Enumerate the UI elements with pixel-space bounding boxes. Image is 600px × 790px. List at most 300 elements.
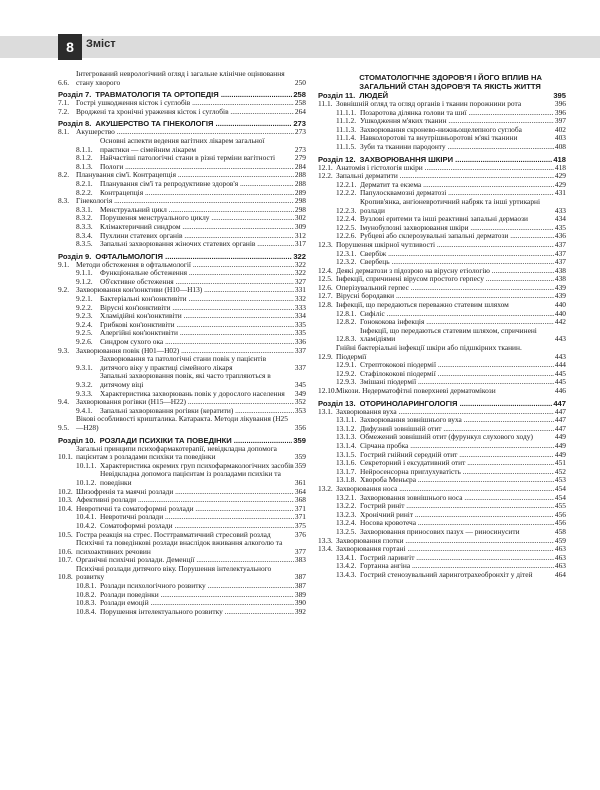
toc-entry-title: Зуби та тканини пародонту ..... <box>360 143 554 152</box>
toc-entry <box>318 258 566 267</box>
toc-entry <box>318 198 566 215</box>
toc-entry-title: Розлади психологічного розвитку ..... <box>100 582 294 591</box>
toc-entry <box>58 338 306 347</box>
toc-entry-title: Порушення інтелектуального розвитку ..... <box>100 608 294 617</box>
toc-entry-page: 447 <box>554 423 566 433</box>
toc-entry-title: Папулосквамозні дерматозі ..... <box>360 189 554 198</box>
toc-entry-page: 359 <box>294 452 306 462</box>
toc-entry <box>58 137 306 154</box>
toc-entry-page: 437 <box>554 239 566 249</box>
toc-entry-page: 289 <box>294 187 306 197</box>
toc-entry-title: Пологи ..... <box>100 163 294 172</box>
toc-entry-number: 13.1.6. <box>336 458 357 468</box>
toc-entry-title: Мікози. Недерматофітні поверхневі дерматомікози <box>336 386 496 395</box>
toc-entry-number: 12.8.2. <box>336 317 357 327</box>
toc-entry-page: 336 <box>294 337 306 347</box>
toc-entry-page: 437 <box>554 248 566 258</box>
toc-entry-number: 12.9.1. <box>336 360 357 370</box>
toc-entry-page: 396 <box>554 107 566 117</box>
toc-entry-title: Грибкові кон'юнктивіти ..... <box>100 321 294 330</box>
toc-entry-page: 375 <box>294 520 306 530</box>
toc-entry-title: Стафілококові піодермії ..... <box>360 370 554 379</box>
toc-entry-title: Органічні психічні розлади. Деменції ..... <box>76 556 294 565</box>
toc-entry-page: 439 <box>554 282 566 292</box>
toc-entry-page: 434 <box>554 214 566 224</box>
toc-entry-page: 397 <box>554 116 566 126</box>
toc-entry-number: 9.1. <box>58 259 70 269</box>
toc-chapter-entry <box>318 73 566 100</box>
toc-entry-title: Методи обстеження в офтальмології ..... <box>76 261 294 270</box>
toc-entry-page: 349 <box>294 388 306 398</box>
toc-entry-title: Навколоротові та внутрішньоротові м'які тканини <box>360 133 518 143</box>
toc-entry-title: Афективні розлади ..... <box>76 496 294 505</box>
toc-entry-title: ОТОРИНОЛАРИНГОЛОГІЯ ..... <box>360 399 553 408</box>
toc-entry-number: 13.1.5. <box>336 449 357 459</box>
toc-entry-title: Соматоформні розлади ..... <box>100 522 294 531</box>
toc-entry-number: 10.8.3. <box>76 598 97 608</box>
toc-entry-page: 396 <box>554 99 566 108</box>
toc-entry <box>318 232 566 241</box>
toc-entry-number: 12.3. <box>318 239 333 249</box>
toc-entry-page: 383 <box>294 555 306 565</box>
toc-entry <box>58 108 306 117</box>
toc-entry-title: Гострий гнійний середній отит ..... <box>360 451 554 460</box>
toc-entry-page: 449 <box>554 432 566 442</box>
toc-entry-title: Об'єктивне обстеження ..... <box>100 278 294 287</box>
toc-entry <box>58 286 306 295</box>
toc-entry-title: Планування сім'ї та репродуктивне здоров'я ..... <box>100 180 294 189</box>
toc-entry-title: Контрацепція ..... <box>100 189 294 198</box>
toc-entry-title: Захворювання гортані ..... <box>336 545 554 554</box>
toc-entry-title: ТРАВМАТОЛОГІЯ ТА ОРТОПЕДІЯ ..... <box>95 90 292 99</box>
toc-entry-number: 12.7. <box>318 291 333 301</box>
toc-entry-number: 12.2.6. <box>336 231 357 241</box>
toc-entry-number: 9.3. <box>58 345 70 355</box>
toc-entry <box>318 164 566 173</box>
toc-entry-title: Характеристика окремих груп психофармакологічних засобів <box>100 460 294 470</box>
toc-entry-number: 13.2.3. <box>336 509 357 519</box>
toc-entry-title: Планування сім'ї. Контрацепція ..... <box>76 171 294 180</box>
toc-entry-page: 444 <box>554 360 566 370</box>
toc-entry-title: Порушення менструального циклу ..... <box>100 214 294 223</box>
toc-entry-page: 443 <box>554 351 566 361</box>
toc-entry-number: 9.4. <box>58 397 70 407</box>
toc-entry-number: 13.4.2. <box>336 561 357 571</box>
toc-entry-page: 446 <box>554 386 566 395</box>
toc-entry-title: Загальні принципи психофармакотерапії, невідкладна допомога пацієнтам з розладами психіки та поведінки <box>76 443 277 462</box>
toc-entry-number: 8.3.5. <box>76 239 93 249</box>
toc-entry-number: 13.2.1. <box>336 492 357 502</box>
toc-entry-number: 10.8.1. <box>76 581 97 591</box>
toc-entry-title: Характеристика захворювань повік у дорослого населення <box>100 388 285 398</box>
toc-entry <box>58 488 306 497</box>
toc-entry-number: Розділ 10. <box>58 435 96 445</box>
toc-entry-page: 438 <box>554 274 566 284</box>
toc-entry-number: 13.3. <box>318 535 333 545</box>
toc-entry-number: 9.3.2. <box>76 380 93 389</box>
toc-entry <box>318 528 566 537</box>
toc-entry-number: 12.8.3. <box>336 334 357 344</box>
toc-entry-number: 9.2.4. <box>76 319 93 329</box>
toc-entry-title: Захворювання вуха ..... <box>336 408 554 417</box>
toc-entry-title: Інфекції, спричинені вірусом простого герпесу ..... <box>336 275 554 284</box>
toc-entry-number: 12.2.2. <box>336 188 357 198</box>
toc-entry-page: 452 <box>554 466 566 476</box>
toc-entry-page: 395 <box>553 91 566 100</box>
toc-entry-title: Гортанна ангіна ..... <box>360 562 554 571</box>
toc-entry-number: 9.2.3. <box>76 311 93 321</box>
toc-entry-number: 13.2.2. <box>336 501 357 511</box>
toc-entry-title: Ушкодження м'яких тканин ..... <box>360 117 554 126</box>
toc-entry-number: 13.1.7. <box>336 466 357 476</box>
toc-entry-number: 9.5. <box>58 422 70 432</box>
toc-chapter-entry <box>58 252 306 261</box>
toc-entry-number: 12.8.1. <box>336 308 357 318</box>
toc-entry <box>58 565 306 582</box>
toc-entry-page: 431 <box>554 188 566 198</box>
toc-entry-page: 361 <box>294 477 306 487</box>
toc-entry-page: 368 <box>294 495 306 505</box>
toc-entry-number: 9.3.3. <box>76 388 93 398</box>
toc-entry-title: Гінекологія ..... <box>76 197 294 206</box>
toc-entry <box>58 206 306 215</box>
toc-entry-number: 8.1.1. <box>76 144 93 154</box>
toc-entry-number: 10.8. <box>58 572 73 582</box>
toc-entry-number: 8.2. <box>58 170 70 180</box>
toc-entry <box>58 496 306 505</box>
toc-entry-number: 10.1. <box>58 452 73 462</box>
toc-entry-title: Дерматит та екзема ..... <box>360 181 554 190</box>
toc-entry-number: 7.1. <box>58 98 70 108</box>
toc-entry-number: 11.1.4. <box>336 133 357 143</box>
toc-entry-number: 10.2. <box>58 486 73 496</box>
toc-entry-title: Захворювання приносових пазух — риносинусити <box>360 526 520 536</box>
toc-entry-page: 440 <box>554 300 566 310</box>
toc-entry-number: 12.2.5. <box>336 222 357 232</box>
toc-entry-number: 12.2.1. <box>336 179 357 189</box>
toc-entry-page: 335 <box>294 319 306 329</box>
toc-entry <box>58 470 306 487</box>
toc-entry-title: Запальні захворювання повік, які часто трапляються в дитячому віці <box>100 371 271 389</box>
toc-left-column <box>58 70 306 616</box>
toc-entry-page: 442 <box>554 317 566 327</box>
toc-entry-page: 317 <box>294 239 306 249</box>
toc-entry <box>58 295 306 304</box>
toc-entry <box>58 261 306 270</box>
toc-entry-page: 322 <box>294 259 306 269</box>
toc-entry-number: 13.2. <box>318 483 333 493</box>
toc-entry-number: 12.6. <box>318 282 333 292</box>
toc-entry <box>58 70 306 87</box>
toc-entry-number: 10.8.2. <box>76 589 97 599</box>
toc-entry-page: 371 <box>294 503 306 513</box>
toc-entry-title: Імунобулозні захворювання шкіри ..... <box>360 224 554 233</box>
toc-chapter-entry <box>318 155 566 164</box>
toc-entry-page: 402 <box>554 124 566 134</box>
toc-entry-number: 12.10. <box>318 386 337 395</box>
toc-entry-number: 7.2. <box>58 106 70 116</box>
toc-entry-number: Розділ 13. <box>318 398 356 408</box>
toc-entry-title: Захворювання глотки ..... <box>336 537 554 546</box>
toc-entry <box>318 284 566 293</box>
toc-entry <box>58 163 306 172</box>
toc-chapter-entry <box>318 399 566 408</box>
toc-entry-page: 408 <box>554 141 566 151</box>
toc-entry-page: 447 <box>554 406 566 416</box>
toc-entry-number: 13.1.4. <box>336 440 357 450</box>
toc-entry-title: Запальні захворювання рогівки (кератити) ..... <box>100 407 294 416</box>
toc-entry <box>58 232 306 241</box>
toc-entry-number: Розділ 12. <box>318 154 356 164</box>
toc-entry-number: 8.2.2. <box>76 187 93 197</box>
toc-entry-page: 353 <box>294 405 306 415</box>
toc-entry-number: 8.3.4. <box>76 230 93 240</box>
toc-entry-number: 12.2. <box>318 171 333 181</box>
toc-entry-page: 273 <box>294 144 306 154</box>
toc-entry-page: 454 <box>554 492 566 502</box>
toc-entry-number: 13.1. <box>318 406 333 416</box>
toc-entry <box>58 312 306 321</box>
toc-entry <box>58 390 306 399</box>
toc-entry-page: 454 <box>554 483 566 493</box>
toc-entry <box>58 240 306 249</box>
toc-entry-page: 356 <box>294 422 306 432</box>
toc-entry-title: Вірусні кон'юнктивіти ..... <box>100 304 294 313</box>
toc-entry-page: 273 <box>294 127 306 137</box>
toc-entry-title: Вікові особливості кришталика. Катаракта. Методи лікування (Н25—Н28) <box>76 414 288 432</box>
toc-entry-number: 13.1.1. <box>336 415 357 425</box>
toc-entry-number: 9.2.2. <box>76 302 93 312</box>
toc-entry-title: Гострий стенозувальний ларинготрахеобронхіт у дітей <box>360 569 533 579</box>
toc-entry-page: 443 <box>554 334 566 344</box>
toc-entry-number: 13.2.5. <box>336 526 357 536</box>
toc-entry-title: Вузлові еритеми та інші реактивні запальні дермаози <box>360 214 528 224</box>
toc-entry-page: 439 <box>554 291 566 301</box>
toc-entry-page: 371 <box>294 512 306 522</box>
toc-entry-number: 12.8. <box>318 300 333 310</box>
toc-entry-page: 377 <box>294 546 306 556</box>
toc-entry-page: 436 <box>554 231 566 241</box>
toc-entry-title: Бактеріальні кон'юнктивіти ..... <box>100 295 294 304</box>
toc-entry-title: Сифіліс ..... <box>360 310 554 319</box>
toc-entry-title: Оперізувальний герпес ..... <box>336 284 554 293</box>
toc-entry-page: 364 <box>294 486 306 496</box>
toc-entry-title: ЗАХВОРЮВАННЯ ШКІРИ ..... <box>360 155 553 164</box>
toc-entry-page: 445 <box>554 377 566 387</box>
toc-entry-title: Запальні захворювання жіночих статевих органів ..... <box>100 240 294 249</box>
toc-entry-page: 387 <box>294 581 306 591</box>
toc-entry-title: Вроджені та хронічні ураження кісток і суглобів ..... <box>76 108 294 117</box>
toc-entry-page: 337 <box>294 345 306 355</box>
toc-entry-number: 10.4.2. <box>76 520 97 530</box>
toc-entry-number: 12.3.1. <box>336 248 357 258</box>
toc-entry-page: 312 <box>294 230 306 240</box>
toc-entry-page: 449 <box>554 449 566 459</box>
toc-entry <box>58 372 306 389</box>
toc-entry-page: 418 <box>554 162 566 172</box>
toc-entry <box>58 269 306 278</box>
toc-entry-page: 463 <box>554 552 566 562</box>
toc-entry-page: 458 <box>554 526 566 536</box>
toc-entry-number: 10.1.1. <box>76 460 97 470</box>
toc-entry-number: 13.1.3. <box>336 432 357 442</box>
toc-entry-page: 403 <box>554 133 566 143</box>
toc-entry-number: 6.6. <box>58 77 70 87</box>
section-title: Зміст <box>86 38 116 50</box>
toc-entry-title: Найчастіші патологічні стани в різні терміни вагітності <box>100 153 276 163</box>
toc-entry-page: 453 <box>554 475 566 485</box>
toc-entry-title: ОФТАЛЬМОЛОГІЯ ..... <box>95 252 292 261</box>
toc-entry-title: Гострі ушкодження кісток і суглобів ..... <box>76 99 294 108</box>
toc-entry-page: 456 <box>554 509 566 519</box>
toc-entry-number: 9.1.1. <box>76 268 93 278</box>
toc-entry-title: Запальні дерматити ..... <box>336 172 554 181</box>
toc-entry-number: 11.1.5. <box>336 141 357 151</box>
toc-entry-title: Хронічний риніт ..... <box>360 511 554 520</box>
toc-entry-page: 332 <box>294 294 306 304</box>
toc-entry-title: Функціональне обстеження ..... <box>100 269 294 278</box>
toc-entry-title: Стрептококові піодермії ..... <box>360 361 554 370</box>
toc-entry-number: 13.1.2. <box>336 423 357 433</box>
toc-entry-page: 333 <box>294 302 306 312</box>
toc-chapter-entry <box>58 90 306 99</box>
toc-entry-title: Гнійні бактеріальні інфекції шкіри або підшкірних тканин. Піодермії <box>336 343 522 361</box>
toc-entry-number: 9.2.5. <box>76 328 93 338</box>
toc-entry <box>318 571 566 580</box>
toc-entry-title: Захворювання зовнішнього носа ..... <box>360 494 554 503</box>
toc-entry-title: Носова кровотеча ..... <box>360 519 554 528</box>
toc-entry-number: 8.3. <box>58 196 70 206</box>
toc-entry-number: Розділ 11. <box>318 91 356 100</box>
toc-entry-page: 456 <box>554 518 566 528</box>
toc-entry-title: Шизофренія та маячні розлади ..... <box>76 488 294 497</box>
toc-entry-number: 12.4. <box>318 265 333 275</box>
toc-entry-number: Розділ 8. <box>58 119 92 129</box>
toc-entry-page: 438 <box>554 265 566 275</box>
toc-entry-title: Розлади емоцій ..... <box>100 599 294 608</box>
toc-entry-title: Секреторний і ексудативний отит ..... <box>360 459 554 468</box>
toc-entry-number: 9.1.2. <box>76 276 93 286</box>
toc-entry-title: Інфекції, що передаються переважно статевим шляхом <box>336 300 509 310</box>
toc-entry-title: Невідкладна допомога пацієнтам із розладами психіки та поведінки <box>100 469 281 487</box>
toc-entry <box>318 275 566 284</box>
toc-entry <box>58 214 306 223</box>
toc-entry-number: 10.7. <box>58 555 73 565</box>
toc-entry <box>58 278 306 287</box>
toc-entry <box>58 154 306 163</box>
toc-entry-title: Невротичні та соматоформні розлади ..... <box>76 505 294 514</box>
toc-entry-number: 11.1.2. <box>336 116 357 126</box>
toc-entry-page: 429 <box>554 179 566 189</box>
toc-entry-title: Інфекції, що передаються статевим шляхом, спричинені хламідіями <box>360 325 537 344</box>
toc-entry-number: 8.3.2. <box>76 213 93 223</box>
toc-entry-title: Гострий ларингіт ..... <box>360 554 554 563</box>
toc-entry-number: 13.1.8. <box>336 475 357 485</box>
toc-entry <box>58 329 306 338</box>
toc-chapter-entry <box>58 119 306 128</box>
toc-entry-page: 359 <box>293 435 306 445</box>
toc-entry <box>318 327 566 344</box>
toc-entry-number: 10.6. <box>58 546 73 556</box>
toc-entry-number: 12.9. <box>318 351 333 361</box>
toc-entry-number: 12.1. <box>318 162 333 172</box>
toc-entry-title: Позаротова ділянка голови та шиї ..... <box>360 109 554 118</box>
toc-entry-number: 10.8.4. <box>76 606 97 616</box>
toc-entry <box>58 180 306 189</box>
toc-entry-title: Порушення шкірної чутливості ..... <box>336 241 554 250</box>
toc-entry-page: 392 <box>294 606 306 616</box>
toc-entry-page: 322 <box>294 268 306 278</box>
toc-entry-page: 345 <box>294 380 306 389</box>
toc-entry-title: Розлади поведінки ..... <box>100 591 294 600</box>
toc-entry-number: 8.1.2. <box>76 153 93 163</box>
toc-entry-title: Психічні та поведінкові розлади внаслідок вживання алкоголю та психоактивних речовин <box>76 538 283 556</box>
toc-entry-title: Алергійні кон'юнктивіти ..... <box>100 329 294 338</box>
toc-entry-page: 440 <box>554 308 566 318</box>
toc-entry-page: 451 <box>554 458 566 468</box>
toc-entry-title: Захворювання рогівки (Н15—Н22) ..... <box>76 398 294 407</box>
toc-entry-title: Хвороба Меньєра ..... <box>360 476 554 485</box>
toc-entry-page: 389 <box>294 589 306 599</box>
toc-entry-title: Захворювання кон'юнктиви (Н10—Н13) ..... <box>76 286 294 295</box>
toc-entry <box>318 344 566 361</box>
toc-entry-title: Захворювання повік (Н01—Н02) ..... <box>76 347 294 356</box>
toc-entry-page: 284 <box>294 161 306 171</box>
toc-entry <box>318 476 566 485</box>
toc-entry <box>58 415 306 432</box>
toc-entry-title: Свербіж ..... <box>360 250 554 259</box>
toc-entry-number: 9.2.1. <box>76 294 93 304</box>
toc-entry-title: Основні аспекти ведення вагітних лікарем загальної практики — сімейним лікарем <box>100 135 265 154</box>
toc-right-column <box>318 70 566 579</box>
toc-entry-page: 464 <box>554 569 566 579</box>
toc-entry <box>58 398 306 407</box>
toc-entry-title: Клімактеричний синдром ..... <box>100 223 294 232</box>
toc-entry-number: 10.1.2. <box>76 477 97 487</box>
toc-entry <box>58 171 306 180</box>
toc-entry-title: Акушерство ..... <box>76 128 294 137</box>
toc-entry <box>58 223 306 232</box>
toc-entry <box>58 304 306 313</box>
toc-entry-number: 12.2.3. <box>336 205 357 215</box>
toc-entry <box>318 387 566 396</box>
toc-entry-page: 437 <box>554 257 566 267</box>
toc-entry-page: 429 <box>554 171 566 181</box>
toc-entry-title: Зовнішній огляд та огляд органів і тканин порожнини рота <box>336 99 522 108</box>
toc-entry-number: 12.5. <box>318 274 333 284</box>
toc-entry-number: 11.1.3. <box>336 124 357 134</box>
toc-entry-page: 302 <box>294 213 306 223</box>
toc-entry-title: АКУШЕРСТВО ТА ГІНЕКОЛОГІЯ ..... <box>95 119 292 128</box>
toc-entry-page: 334 <box>294 311 306 321</box>
toc-entry-title: СТОМАТОЛОГІЧНЕ ЗДОРОВ'Я І ЙОГО ВПЛИВ НА ЗАГАЛЬНИЙ СТАН ЗДОРОВ'Я ТА ЯКІСТЬ ЖИТТЯ ЛЮДЕЙ <box>359 73 542 100</box>
toc-entry-number: 11.1.1. <box>336 107 357 117</box>
toc-entry-page: 447 <box>554 415 566 425</box>
toc-entry-page: 463 <box>554 544 566 554</box>
toc-entry-page: 359 <box>294 460 306 470</box>
toc-entry-number: 9.4.1. <box>76 405 93 415</box>
toc-entry <box>318 143 566 152</box>
toc-entry-number: 8.2.1. <box>76 178 93 188</box>
toc-entry-title: Гострий риніт ..... <box>360 502 554 511</box>
toc-entry-title: Синдром сухого ока ..... <box>100 338 294 347</box>
toc-entry-page: 459 <box>554 535 566 545</box>
toc-entry-page: 298 <box>294 204 306 214</box>
toc-entry <box>318 267 566 276</box>
toc-entry-number: Розділ 9. <box>58 251 92 261</box>
toc-entry-page: 337 <box>294 362 306 372</box>
toc-entry-page: 264 <box>294 106 306 116</box>
